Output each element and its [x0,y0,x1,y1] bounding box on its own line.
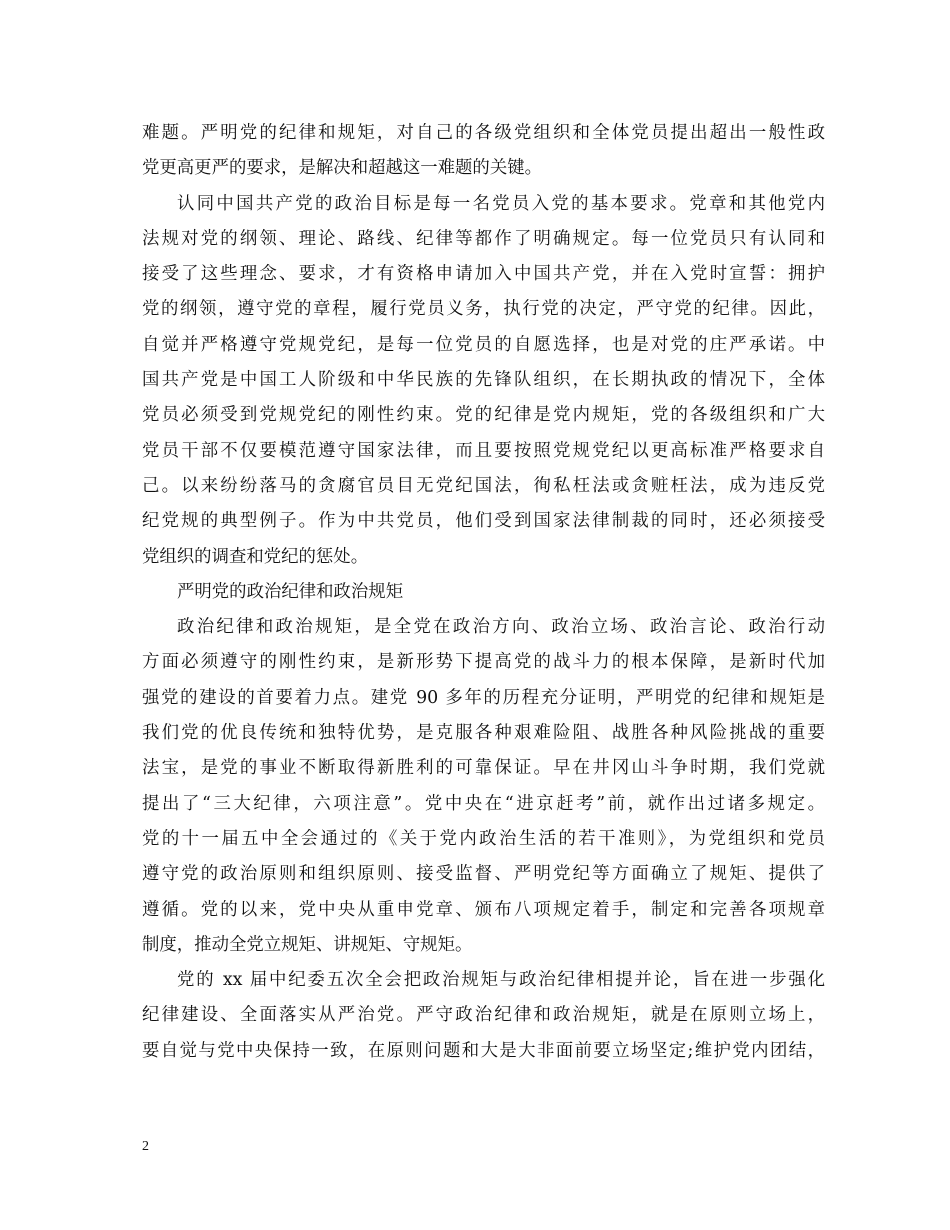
text-line: 提出了“三大纪律，六项注意”。党中央在“进京赶考”前，就作出过诸多规定。 [142,793,825,814]
text-line: 党员干部不仅要模范遵守国家法律，而且要按照党规党纪以更高标准严格要求自 [142,440,825,461]
text-line: 党的十一届五中全会通过的《关于党内政治生活的若干准则》，为党组织和党员 [142,828,825,849]
text-line: 自觉并严格遵守党规党纪，是每一位党员的自愿选择，也是对党的庄严承诺。中 [142,334,825,355]
text-line: 党的纲领，遵守党的章程，履行党员义务，执行党的决定，严守党的纪律。因此， [142,299,825,320]
text-line: 严明党的政治纪律和政治规矩 [177,581,404,602]
text-line: 法规对党的纲领、理论、路线、纪律等都作了明确规定。每一位党员只有认同和 [142,228,825,249]
text-line: 国共产党是中国工人阶级和中华民族的先锋队组织，在长期执政的情况下，全体 [142,370,825,391]
text-line: 接受了这些理念、要求，才有资格申请加入中国共产党，并在入党时宣誓：拥护 [142,264,825,285]
text-line: 制度，推动全党立规矩、讲规矩、守规矩。 [142,934,473,955]
text-line: 强党的建设的首要着力点。建党 90 多年的历程充分证明，严明党的纪律和规矩是 [142,687,825,708]
text-line: 纪律建设、全面落实从严治党。严守政治纪律和政治规矩，就是在原则立场上， [142,1005,825,1026]
text-line: 遵循。党的以来，党中央从重申党章、颁布八项规定着手，制定和完善各项规章 [142,899,825,920]
text-line: 政治纪律和政治规矩，是全党在政治方向、政治立场、政治言论、政治行动 [177,617,825,638]
text-line: 纪党规的典型例子。作为中共党员，他们受到国家法律制裁的同时，还必须接受 [142,511,825,532]
text-line: 难题。严明党的纪律和规矩，对自己的各级党组织和全体党员提出超出一般性政 [142,123,825,143]
text-line: 方面必须遵守的刚性约束，是新形势下提高党的战斗力的根本保障，是新时代加 [142,652,825,673]
text-line: 己。以来纷纷落马的贪腐官员目无党纪国法，徇私枉法或贪赃枉法，成为违反党 [142,475,825,496]
text-line: 我们党的优良传统和独特优势，是克服各种艰难险阻、战胜各种风险挑战的重要 [142,723,825,744]
text-line: 党更高更严的要求，是解决和超越这一难题的关键。 [142,158,542,179]
text-line: 法宝，是党的事业不断取得新胜利的可靠保证。早在井冈山斗争时期，我们党就 [142,758,825,779]
text-line: 要自觉与党中央保持一致，在原则问题和大是大非面前要立场坚定;维护党内团结， [142,1040,825,1061]
text-line: 党员必须受到党规党纪的刚性约束。党的纪律是党内规矩，党的各级组织和广大 [142,405,825,426]
text-line: 党组织的调查和党纪的惩处。 [142,546,369,567]
text-line: 认同中国共产党的政治目标是每一名党员入党的基本要求。党章和其他党内 [177,193,825,214]
body-text [142,116,825,1069]
text-line: 党的 xx 届中纪委五次全会把政治规矩与政治纪律相提并论，旨在进一步强化 [177,970,825,991]
page-number: 2 [142,1139,149,1154]
text-line: 遵守党的政治原则和组织原则、接受监督、严明党纪等方面确立了规矩、提供了 [142,864,825,885]
